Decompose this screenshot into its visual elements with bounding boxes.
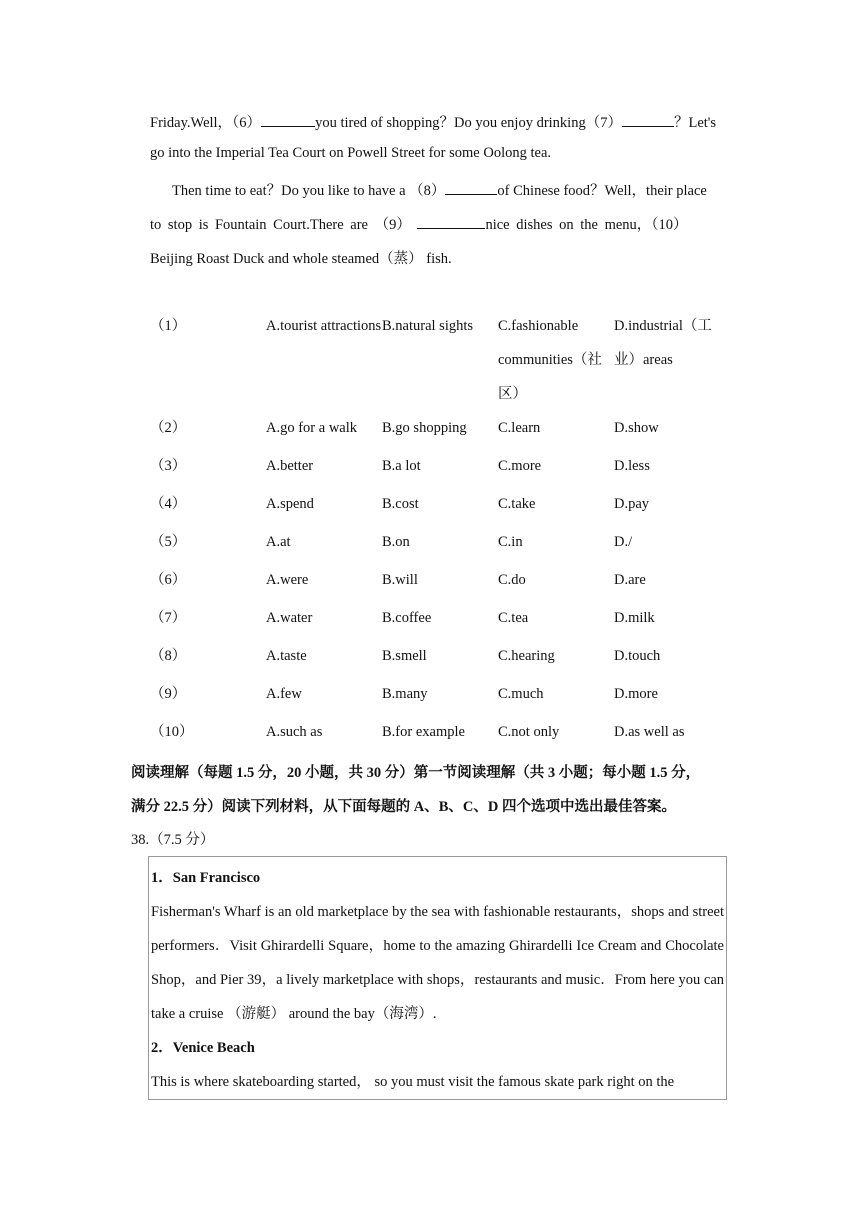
option-a[interactable]: A.better [266, 458, 314, 474]
option-d[interactable]: D.are [614, 572, 646, 588]
option-d[interactable]: D./ [614, 534, 633, 550]
option-row [150, 525, 730, 563]
option-b[interactable]: B.smell [382, 648, 427, 664]
passage-line-4 [150, 213, 688, 234]
passage-line-3 [172, 179, 707, 200]
option-b[interactable]: B.a lot [382, 458, 421, 474]
question-number: （9） [150, 686, 187, 702]
passage-text: to stop is Fountain Court.There are （9） [150, 217, 411, 233]
option-c[interactable]: C.in [498, 534, 523, 550]
option-d[interactable]: D.touch [614, 648, 661, 664]
passage-heading-san-francisco: 1．San Francisco [151, 870, 261, 886]
option-b[interactable]: B.many [382, 686, 428, 702]
passage-line-1 [150, 111, 730, 132]
option-c[interactable]: C.more [498, 458, 542, 474]
option-d[interactable]: D.industrial（工业）areas [614, 318, 712, 368]
option-d[interactable]: D.more [614, 686, 658, 702]
option-c[interactable]: C.fashionable communities（社区） [498, 318, 602, 402]
blank-6[interactable] [261, 112, 315, 127]
passage-line-2: go into the Imperial Tea Court on Powell Street for some Oolong tea. [150, 145, 552, 161]
option-b[interactable]: B.natural sights [382, 318, 474, 334]
option-d[interactable]: D.pay [614, 496, 650, 512]
question-number: （3） [150, 458, 187, 474]
option-a[interactable]: A.tourist attractions [266, 318, 382, 334]
option-c[interactable]: C.much [498, 686, 544, 702]
option-a[interactable]: A.were [266, 572, 309, 588]
option-a[interactable]: A.go for a walk [266, 420, 358, 436]
option-d[interactable]: D.milk [614, 610, 655, 626]
passage-paragraph-san-francisco: Fisherman's Wharf is an old marketplace by the sea with fashionable restaurants，shops and street performers．Visit Ghirardelli Square，home to the amazing Ghirardelli Ice Cream and Chocolate Shop，and Pier 39，a lively marketplace with shops，restaurants and music．From here you can take a cruise （游艇） around the bay（海湾）. [151, 904, 724, 1022]
question-number: （4） [150, 496, 187, 512]
question-number: （2） [150, 420, 187, 436]
passage-text: ？Let's [673, 115, 717, 131]
option-row [150, 487, 730, 525]
question-number: （5） [150, 534, 187, 550]
option-a[interactable]: A.water [266, 610, 313, 626]
option-row [150, 411, 730, 449]
blank-9[interactable] [417, 214, 485, 229]
passage-text: Then time to eat？Do you like to have a （8） [172, 183, 446, 199]
option-b[interactable]: B.for example [382, 724, 465, 740]
option-d[interactable]: D.show [614, 420, 659, 436]
option-c[interactable]: C.take [498, 496, 536, 512]
option-c[interactable]: C.not only [498, 724, 560, 740]
passage-paragraph-venice-beach: This is where skateboarding started， so you must visit the famous skate park right on the [151, 1074, 675, 1090]
passage-text: nice dishes on the menu，（10） [485, 217, 688, 233]
option-b[interactable]: B.go shopping [382, 420, 467, 436]
option-a[interactable]: A.such as [266, 724, 323, 740]
option-row [150, 449, 730, 487]
passage-text: of Chinese food？Well，their place [497, 183, 707, 199]
option-b[interactable]: B.will [382, 572, 418, 588]
passage-text: Friday.Well，（6） [150, 115, 262, 131]
option-row [150, 601, 730, 639]
passage-line-5: Beijing Roast Duck and whole steamed（蒸） fish. [150, 251, 452, 267]
blank-8[interactable] [445, 180, 497, 195]
question-number: （6） [150, 572, 187, 588]
section-heading-line-2: 满分 22.5 分）阅读下列材料，从下面每题的 A、B、C、D 四个选项中选出最佳答案。 [131, 799, 676, 815]
option-row [150, 563, 730, 601]
passage-text: you tired of shopping？Do you enjoy drinking（7） [315, 115, 622, 131]
option-c[interactable]: C.tea [498, 610, 529, 626]
options-table [150, 309, 730, 753]
option-c[interactable]: C.do [498, 572, 526, 588]
question-number: （8） [150, 648, 187, 664]
question-number: （7） [150, 610, 187, 626]
question-number: （1） [150, 318, 187, 334]
passage-heading-venice-beach: 2．Venice Beach [151, 1040, 255, 1056]
option-row [150, 677, 730, 715]
option-d[interactable]: D.less [614, 458, 650, 474]
option-row [150, 715, 730, 753]
reading-passage-box [148, 856, 727, 1100]
option-c[interactable]: C.learn [498, 420, 541, 436]
option-row [150, 309, 730, 411]
option-a[interactable]: A.taste [266, 648, 307, 664]
option-a[interactable]: A.few [266, 686, 302, 702]
blank-7[interactable] [622, 112, 674, 127]
option-b[interactable]: B.cost [382, 496, 419, 512]
option-d[interactable]: D.as well as [614, 724, 685, 740]
question-number: （10） [150, 724, 194, 740]
option-a[interactable]: A.spend [266, 496, 314, 512]
option-b[interactable]: B.coffee [382, 610, 432, 626]
option-c[interactable]: C.hearing [498, 648, 555, 664]
option-a[interactable]: A.at [266, 534, 291, 550]
question-number: 38.（7.5 分） [131, 832, 215, 848]
option-row [150, 639, 730, 677]
option-b[interactable]: B.on [382, 534, 410, 550]
section-heading-line-1: 阅读理解（每题 1.5 分，20 小题，共 30 分）第一节阅读理解（共 3 小题；每小题 1.5 分， [131, 765, 701, 781]
